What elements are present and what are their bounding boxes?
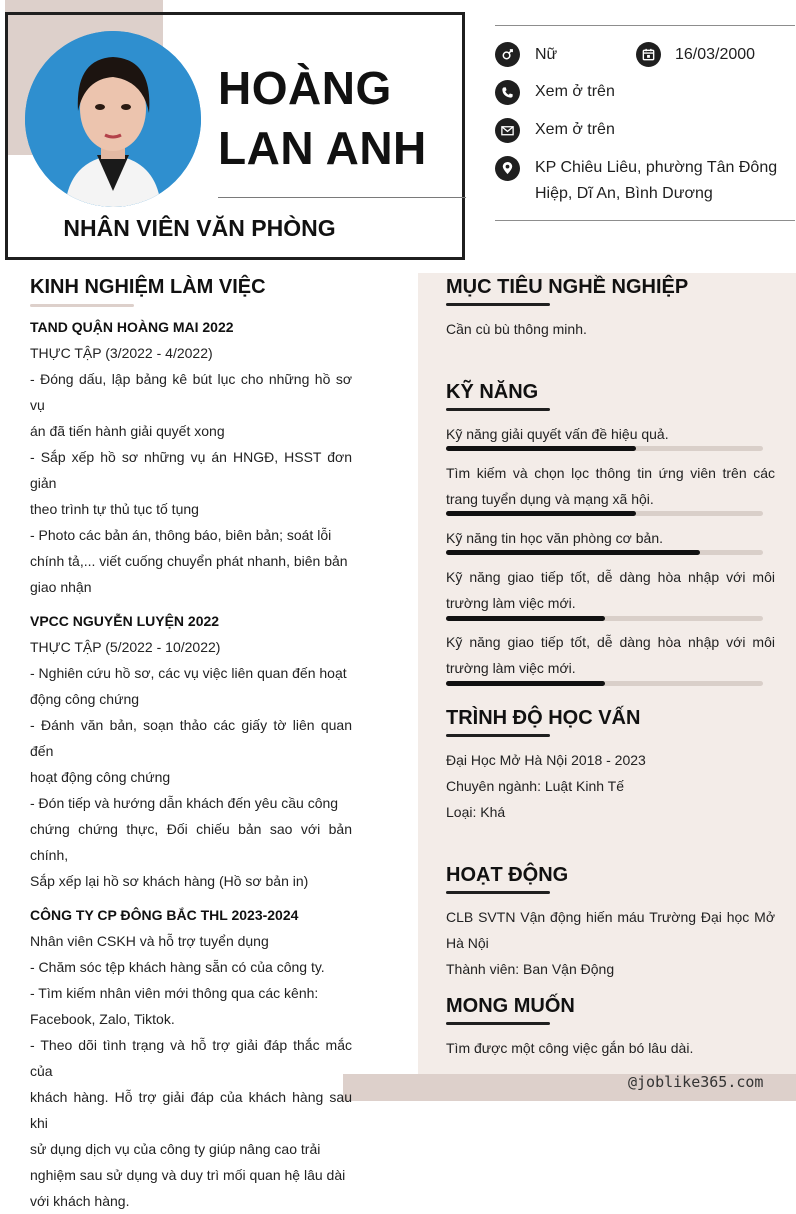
activity-line: CLB SVTN Vận động hiến máu Trường Đại học Mở <box>446 909 775 925</box>
skill-bar-fill <box>446 681 605 686</box>
activities-details <box>446 904 775 982</box>
objective-title: MỤC TIÊU NGHỀ NGHIỆP <box>446 276 689 298</box>
experience-list <box>30 314 352 1214</box>
education-title: TRÌNH ĐỘ HỌC VẤN <box>446 707 641 729</box>
experience-item <box>30 608 352 894</box>
skill-label <box>446 629 775 681</box>
skill-bar-fill <box>446 616 605 621</box>
job-role: Nhân viên CSKH và hỗ trợ tuyển dụng <box>30 933 269 949</box>
calendar-icon <box>636 42 661 67</box>
company-name: CÔNG TY CP ĐÔNG BẮC THL 2023-2024 <box>30 907 299 923</box>
skill-bar-fill <box>446 511 636 516</box>
phone-icon <box>495 80 520 105</box>
skill-bar <box>446 550 763 555</box>
job-detail-line: hoạt động công chứng <box>30 769 171 785</box>
job-detail-line: khách hàng. Hỗ trợ giải đáp của khách hàng sau khi <box>30 1089 352 1131</box>
wishes-title: MONG MUỐN <box>446 995 575 1017</box>
skill-bar-fill <box>446 550 700 555</box>
education-line: Chuyên ngành: Luật Kinh Tế <box>446 778 624 794</box>
activity-line: Thành viên: Ban Vận Động <box>446 961 615 977</box>
email-icon <box>495 118 520 143</box>
job-detail-line: án đã tiến hành giải quyết xong <box>30 423 225 439</box>
skill-label-line: trường làm việc mới. <box>446 595 576 611</box>
phone-value: Xem ở trên <box>535 83 615 100</box>
wishes-text: Tìm được một công việc gắn bó lâu dài. <box>446 1040 694 1056</box>
location-icon <box>495 156 520 181</box>
activities-title-underline <box>446 891 550 894</box>
email-value: Xem ở trên <box>535 121 615 138</box>
address-line-2: Hiệp, Dĩ An, Bình Dương <box>535 185 713 202</box>
job-detail-line: nghiệm sau sử dụng và duy trì mối quan hệ lâu dài <box>30 1167 346 1183</box>
job-detail-line: - Sắp xếp hồ sơ những vụ án HNGĐ, HSST đơn giản <box>30 449 352 491</box>
birthday-value: 16/03/2000 <box>675 46 756 63</box>
job-detail-line: - Đón tiếp và hướng dẫn khách đến yêu cầu công <box>30 795 339 811</box>
education-title-underline <box>446 734 550 737</box>
skill-label-line: Tìm kiếm và chọn lọc thông tin ứng viên trên các <box>446 465 775 481</box>
job-detail-line: với khách hàng. <box>30 1193 130 1209</box>
skill-bar <box>446 446 763 451</box>
education-line: Đại Học Mở Hà Nội 2018 - 2023 <box>446 752 646 768</box>
skill-label-line: Kỹ năng giao tiếp tốt, dễ dàng hòa nhập với môi <box>446 634 775 650</box>
skill-label-line: Kỹ năng giao tiếp tốt, dễ dàng hòa nhập với môi <box>446 569 775 585</box>
avatar <box>25 31 201 207</box>
name-line-1: HOÀNG <box>218 62 392 114</box>
experience-item <box>30 314 352 600</box>
watermark-text: @joblike365.com <box>628 1073 764 1091</box>
experience-item <box>30 902 352 1214</box>
skill-bar <box>446 511 763 516</box>
skill-label-line: trường làm việc mới. <box>446 660 576 676</box>
job-detail-line: - Nghiên cứu hồ sơ, các vụ việc liên quan đến hoạt <box>30 665 347 681</box>
address-line-1: KP Chiêu Liêu, phường Tân Đông <box>535 159 778 176</box>
job-role: THỰC TẬP (3/2022 - 4/2022) <box>30 345 213 361</box>
activity-line: Hà Nội <box>446 935 489 951</box>
company-name: VPCC NGUYỄN LUYỆN 2022 <box>30 613 220 629</box>
job-detail-line: - Đóng dấu, lập bảng kê bút lục cho những hồ sơ vụ <box>30 371 352 413</box>
skills-title: KỸ NĂNG <box>446 381 539 403</box>
objective-text: Cần cù bù thông minh. <box>446 321 587 337</box>
experience-title-underline <box>30 304 134 307</box>
job-detail-line: giao nhận <box>30 579 92 595</box>
skill-label <box>446 564 775 616</box>
skill-label-line: trang tuyển dụng và mạng xã hội. <box>446 491 654 507</box>
name-divider <box>218 197 466 198</box>
job-detail-line: Facebook, Zalo, Tiktok. <box>30 1011 175 1027</box>
job-detail-line: động công chứng <box>30 691 140 707</box>
job-detail-line: - Tìm kiếm nhân viên mới thông qua các kênh: <box>30 985 319 1001</box>
job-detail-line: - Đánh văn bản, soạn thảo các giấy tờ liên quan đến <box>30 717 352 759</box>
skills-title-underline <box>446 408 550 411</box>
wishes-title-underline <box>446 1022 550 1025</box>
job-detail-line: chính tả,... viết cuống chuyển phát nhanh, biên bản <box>30 553 348 569</box>
education-details <box>446 747 776 825</box>
skill-label <box>446 460 775 512</box>
job-detail-line: chứng chứng thực, Đối chiếu bản sao với bản chính, <box>30 821 352 863</box>
job-detail-line: - Photo các bản án, thông báo, biên bản; soát lỗi <box>30 527 332 543</box>
job-role: THỰC TẬP (5/2022 - 10/2022) <box>30 639 221 655</box>
address-value <box>535 155 777 207</box>
activities-title: HOẠT ĐỘNG <box>446 864 569 886</box>
job-detail-line: - Theo dõi tình trạng và hỗ trợ giải đáp thắc mắc của <box>30 1037 352 1079</box>
contact-divider-bottom <box>495 220 795 221</box>
skill-bar-fill <box>446 446 636 451</box>
skill-bar <box>446 616 763 621</box>
candidate-name <box>218 58 427 178</box>
job-detail-line: - Chăm sóc tệp khách hàng sẵn có của công ty. <box>30 959 325 975</box>
gender-value: Nữ <box>535 46 558 63</box>
skill-bar <box>446 681 763 686</box>
objective-title-underline <box>446 303 550 306</box>
contact-divider-top <box>495 25 795 26</box>
company-name: TAND QUẬN HOÀNG MAI 2022 <box>30 319 234 335</box>
job-detail-line: Sắp xếp lại hồ sơ khách hàng (Hồ sơ bản in) <box>30 873 309 889</box>
job-detail-line: theo trình tự thủ tục tố tụng <box>30 501 199 517</box>
experience-title: KINH NGHIỆM LÀM VIỆC <box>30 276 266 298</box>
job-detail-line: sử dụng dịch vụ của công ty giúp nâng cao trải <box>30 1141 321 1157</box>
job-title: NHÂN VIÊN VĂN PHÒNG <box>63 215 336 241</box>
skill-label: Kỹ năng tin học văn phòng cơ bản. <box>446 530 663 546</box>
skill-label: Kỹ năng giải quyết vấn đề hiệu quả. <box>446 426 669 442</box>
education-line: Loại: Khá <box>446 804 506 820</box>
gender-icon <box>495 42 520 67</box>
name-line-2: LAN ANH <box>218 122 427 174</box>
